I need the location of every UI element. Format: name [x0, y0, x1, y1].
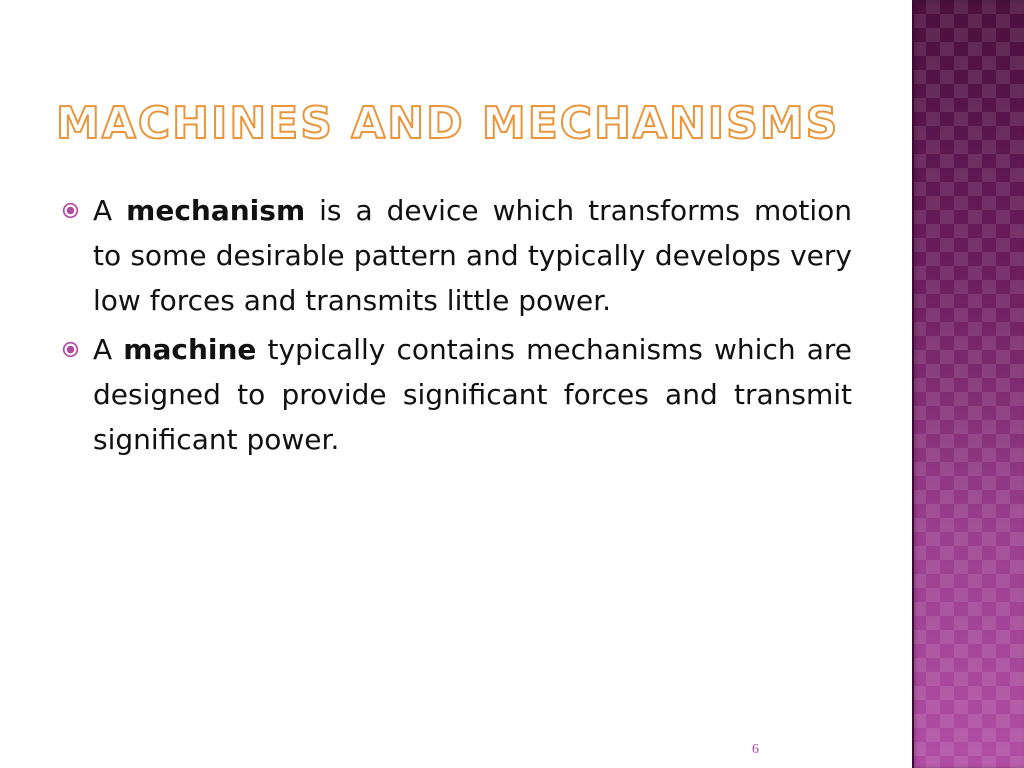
bullet-prefix: A	[93, 194, 127, 227]
circled-dot-icon	[62, 202, 79, 219]
bullet-prefix: A	[93, 333, 124, 366]
slide-title: MACHINES AND MECHANISMS	[56, 98, 840, 149]
bullet-text: typically contains mechanisms which are designed to provide significant forces and transmit significant power.	[93, 333, 852, 456]
term-mechanism: mechanism	[126, 194, 306, 227]
side-band-edge	[912, 0, 914, 768]
bullet-list	[62, 188, 852, 466]
bullet-item-mechanism	[62, 188, 852, 323]
decorative-side-band	[912, 0, 1024, 768]
bullet-item-machine	[62, 327, 852, 462]
term-machine: machine	[123, 333, 257, 366]
page-number: 6	[752, 742, 759, 757]
circled-dot-icon	[62, 341, 79, 358]
bullet-text: is a device which transforms motion to some desirable pattern and typically develops very low forces and transmits little power.	[93, 194, 853, 317]
